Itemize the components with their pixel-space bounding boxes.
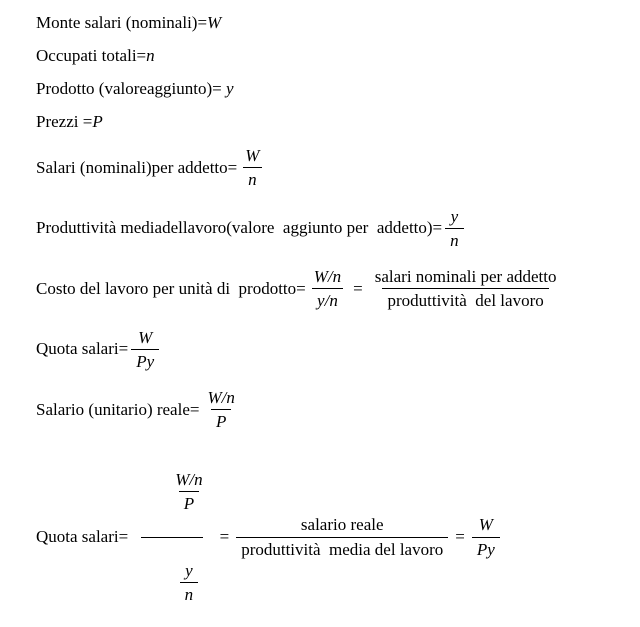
fraction-denominator: n [445,228,464,251]
fraction-denominator: Py [472,537,500,560]
equals-sign: = [219,527,230,546]
formula-text: Prezzi = [36,112,93,131]
formula-text: Prodotto (valoreaggiunto)= [36,79,226,98]
formula-line-quota-salari [36,327,640,373]
fraction-denominator: produttività del lavoro [382,288,548,311]
equals-sign: = [353,278,363,298]
formula-text: Monte salari (nominali)= [36,13,208,32]
formula-line-occupati-totali [36,46,640,66]
fraction-denominator: produttività media del lavoro [236,537,448,560]
fraction-salari-over-produttivita [370,266,562,312]
equals-sign: = [455,527,465,546]
fraction-wn-over-yn [309,266,346,312]
fraction-numerator: W [478,515,493,535]
variable-n: n [146,46,155,65]
fraction-w-over-n [240,145,264,191]
fraction-numerator: salari nominali per addetto [374,267,557,286]
formula-line-salario-reale [36,387,640,433]
nested-fraction-numerator [131,448,212,537]
fraction-y-over-n [445,206,464,252]
fraction-denominator: P [179,491,199,514]
formula-text: Quota salari= [36,527,129,546]
formula-line-costo-del-lavoro [36,266,640,312]
fraction-numerator: W/n [175,469,203,489]
variable-p: P [92,112,103,131]
fraction-wn-over-p [202,387,239,433]
fraction-denominator: n [180,582,199,605]
nested-fraction [131,448,212,627]
fraction-wn-over-p [170,469,207,515]
formula-text: Occupati totali= [36,46,147,65]
fraction-numerator: y [450,206,459,226]
formula-line-prodotto [36,79,640,99]
formula-text: Produttività mediadellavoro(valore aggiunto per addetto)= [36,218,443,238]
fraction-salario-reale-over-produttivita [236,514,448,560]
variable-y: y [225,79,234,98]
formula-line-prezzi [36,112,640,132]
formula-line-monte-salari [36,13,640,33]
formula-line-salari-per-addetto [36,145,640,191]
fraction-denominator: Py [131,349,159,372]
fraction-numerator: W/n [313,267,342,286]
fraction-w-over-py [131,327,159,373]
formula-text: Salari (nominali)per addetto= [36,157,238,177]
fraction-numerator: W [138,327,153,347]
fraction-denominator: y/n [312,288,343,311]
fraction-denominator: P [211,409,231,432]
formula-line-produttivita-media [36,206,640,252]
formula-text: Salario (unitario) reale= [36,399,200,419]
formula-line-quota-salari-estesa [36,448,640,627]
fraction-numerator: y [185,560,193,580]
formula-text: Costo del lavoro per unità di prodotto= [36,278,306,298]
nested-fraction-denominator [141,537,204,627]
fraction-denominator: n [243,167,262,190]
fraction-y-over-n [180,560,199,606]
fraction-numerator: salario reale [300,515,384,535]
fraction-numerator: W [245,146,260,165]
fraction-numerator: W/n [207,388,235,407]
variable-w: W [207,13,222,32]
formula-text: Quota salari= [36,339,129,359]
fraction-w-over-py [472,514,500,560]
formula-sheet [36,13,640,627]
